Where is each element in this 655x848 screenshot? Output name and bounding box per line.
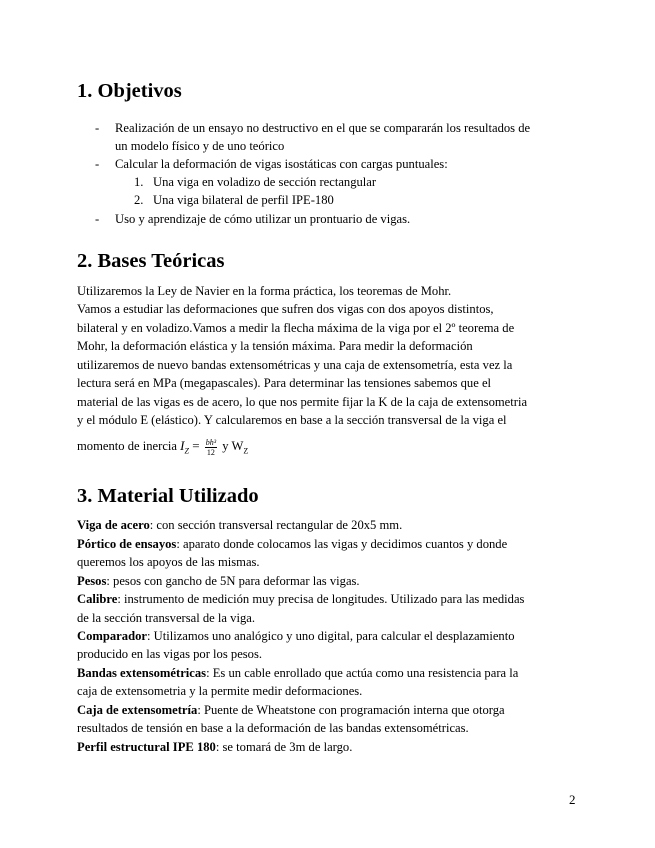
formula-equals: = bbox=[192, 438, 200, 453]
material-term: Pórtico de ensayos bbox=[77, 537, 177, 551]
material-desc: : pesos con gancho de 5N para deformar las vigas. bbox=[106, 574, 360, 588]
inertia-formula bbox=[180, 438, 200, 456]
objective-2: Calcular la deformación de vigas isostáticas con cargas puntuales: bbox=[115, 157, 448, 171]
sub-item-1: Una viga en voladizo de sección rectangular bbox=[153, 175, 377, 189]
material-item bbox=[77, 738, 352, 757]
section-3-heading: 3. Material Utilizado bbox=[77, 485, 259, 507]
sub-item-number-2: 2. bbox=[134, 193, 144, 207]
inertia-prefix: momento de inercia bbox=[77, 439, 178, 453]
section-1-heading: 1. Objetivos bbox=[77, 80, 182, 102]
material-term: Perfil estructural IPE 180 bbox=[77, 740, 216, 754]
bullet-dash: - bbox=[95, 121, 100, 135]
material-item bbox=[77, 572, 360, 591]
fraction-denominator: 12 bbox=[206, 447, 215, 457]
bullet-dash: - bbox=[95, 212, 100, 226]
fraction-numerator: bh³ bbox=[205, 437, 217, 447]
objective-3: Uso y aprendizaje de cómo utilizar un prontuario de vigas. bbox=[115, 212, 411, 226]
theory-line: bilateral y en voladizo.Vamos a medir la flecha máxima de la viga por el 2º teorema de bbox=[77, 321, 515, 335]
inertia-suffix: y W bbox=[222, 439, 244, 453]
material-desc: : instrumento de medición muy precisa de longitudes. Utilizado para las medidas bbox=[117, 592, 525, 606]
material-term: Viga de acero bbox=[77, 518, 150, 532]
formula-fraction bbox=[205, 438, 217, 457]
theory-line: Utilizaremos la Ley de Navier en la forma práctica, los teoremas de Mohr. bbox=[77, 284, 452, 298]
material-term: Calibre bbox=[77, 592, 118, 606]
theory-line: Vamos a estudiar las deformaciones que sufren dos vigas con dos apoyos distintos, bbox=[77, 302, 494, 316]
material-desc: : con sección transversal rectangular de 20x5 mm. bbox=[149, 518, 403, 532]
sub-item-2: Una viga bilateral de perfil IPE-180 bbox=[153, 193, 334, 207]
material-desc: : Es un cable enrollado que actúa como una resistencia para la bbox=[206, 666, 519, 680]
objective-1-line-1: Realización de un ensayo no destructivo en el que se compararán los resultados de bbox=[115, 121, 531, 135]
material-desc-cont: resultados de tensión en base a la deformación de las bandas extensométricas. bbox=[77, 721, 469, 735]
theory-line: material de las vigas es de acero, lo que nos permite fijar la K de la caja de extensometria bbox=[77, 395, 528, 409]
material-item bbox=[77, 535, 507, 554]
theory-line: Mohr, la deformación elástica y la tensión máxima. Para medir la deformación bbox=[77, 339, 473, 353]
material-item bbox=[77, 590, 524, 609]
material-term: Comparador bbox=[77, 629, 147, 643]
page-number: 2 bbox=[569, 792, 576, 807]
material-desc: : se tomará de 3m de largo. bbox=[215, 740, 353, 754]
material-item bbox=[77, 701, 505, 720]
objective-1-line-2: un modelo físico y de uno teórico bbox=[115, 139, 285, 153]
bullet-dash: - bbox=[95, 157, 100, 171]
formula-subscript: Z bbox=[184, 446, 189, 456]
suffix-subscript: Z bbox=[243, 446, 249, 456]
sub-item-number-1: 1. bbox=[134, 175, 144, 189]
material-item bbox=[77, 664, 518, 683]
formula-symbol-i: I bbox=[180, 438, 185, 453]
material-desc-cont: queremos los apoyos de las mismas. bbox=[77, 555, 260, 569]
material-desc: : aparato donde colocamos las vigas y decidimos cuantos y donde bbox=[176, 537, 508, 551]
material-desc-cont: de la sección transversal de la viga. bbox=[77, 611, 255, 625]
material-term: Pesos bbox=[77, 574, 107, 588]
inertia-line bbox=[77, 437, 248, 461]
section-2-heading: 2. Bases Teóricas bbox=[77, 250, 225, 272]
theory-line: lectura será en MPa (megapascales). Para determinar las tensiones sabemos que el bbox=[77, 376, 492, 390]
material-term: Caja de extensometría bbox=[77, 703, 198, 717]
theory-line: y el módulo E (elástico). Y calcularemos en base a la sección transversal de la viga el bbox=[77, 413, 507, 427]
material-item bbox=[77, 627, 515, 646]
material-item bbox=[77, 516, 402, 535]
material-desc-cont: caja de extensometria y la permite medir deformaciones. bbox=[77, 684, 363, 698]
material-desc-cont: producido en las vigas por los pesos. bbox=[77, 647, 263, 661]
material-desc: : Puente de Wheatstone con programación interna que otorga bbox=[197, 703, 505, 717]
material-desc: : Utilizamos uno analógico y uno digital, para calcular el desplazamiento bbox=[146, 629, 515, 643]
theory-line: utilizaremos de nuevo bandas extensométricas y una caja de extensometría, esta vez la bbox=[77, 358, 513, 372]
material-term: Bandas extensométricas bbox=[77, 666, 207, 680]
